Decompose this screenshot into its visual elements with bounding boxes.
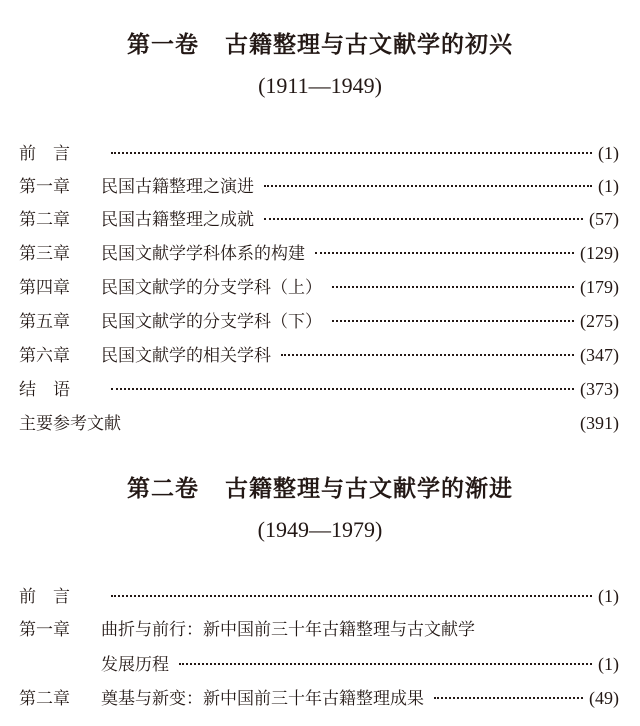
toc-entry-v1-ch4[interactable]: [19, 274, 619, 300]
toc-chapter-label: 前 言: [19, 144, 70, 164]
toc-leader-dots: [332, 286, 574, 288]
toc-entry-v1-conclusion[interactable]: [19, 376, 619, 402]
volume1-title: [0, 30, 640, 60]
toc-entry-v2-ch1-cont[interactable]: [19, 651, 619, 677]
toc-entry-title: 民国文献学的分支学科（上）: [101, 278, 322, 298]
toc-entry-v2-ch2[interactable]: [19, 685, 619, 711]
toc-entry-v1-ch1[interactable]: [19, 173, 619, 199]
toc-entry-title: 民国文献学的分支学科（下）: [101, 312, 322, 332]
toc-page-number: (1): [598, 176, 619, 196]
toc-entry-v1-ch5[interactable]: [19, 308, 619, 334]
toc-entry-title: 民国文献学的相关学科: [101, 346, 271, 366]
toc-chapter-label: 第二章: [19, 210, 70, 230]
toc-entry-v1-ch3[interactable]: [19, 240, 619, 266]
volume1-title-prefix: 第一卷: [127, 31, 199, 58]
toc-chapter-label: 第四章: [19, 278, 70, 298]
toc-page-number: (275): [580, 311, 619, 331]
toc-chapter-label: 主要参考文献: [19, 414, 121, 434]
toc-leader-dots: [315, 252, 574, 254]
volume2-title: [0, 474, 640, 504]
toc-chapter-label: 第二章: [19, 689, 70, 709]
toc-chapter-label: 第三章: [19, 244, 70, 264]
toc-entry-title: 民国古籍整理之演进: [101, 177, 254, 197]
toc-leader-dots: [434, 697, 583, 699]
volume2-title-main: 古籍整理与古文献学的渐进: [225, 475, 513, 502]
toc-page-number: (1): [598, 143, 619, 163]
toc-chapter-label: 结 语: [19, 380, 70, 400]
volume2-title-prefix: 第二卷: [127, 475, 199, 502]
toc-chapter-label: 第六章: [19, 346, 70, 366]
toc-entry-v1-references[interactable]: [19, 410, 619, 436]
toc-page-number: (129): [580, 243, 619, 263]
toc-chapter-label: 第一章: [19, 177, 70, 197]
toc-leader-dots: [264, 218, 583, 220]
toc-leader-dots: [179, 663, 592, 665]
toc-leader-dots: [111, 595, 592, 597]
toc-entry-title: 民国古籍整理之成就: [101, 210, 254, 230]
toc-leader-dots: [281, 354, 574, 356]
toc-page-number: (49): [589, 688, 619, 708]
toc-page-number: (1): [598, 586, 619, 606]
toc-leader-dots: [264, 185, 592, 187]
volume1-title-main: 古籍整理与古文献学的初兴: [225, 31, 513, 58]
toc-leader-dots: [332, 320, 574, 322]
toc-chapter-label: 前 言: [19, 587, 70, 607]
toc-entry-title: 民国文献学学科体系的构建: [101, 244, 305, 264]
toc-chapter-label: 第五章: [19, 312, 70, 332]
toc-entry-v1-ch2[interactable]: [19, 206, 619, 232]
toc-chapter-label: 第一章: [19, 620, 70, 640]
toc-entry-v2-preface[interactable]: [19, 583, 619, 609]
toc-leader-dots: [111, 152, 592, 154]
toc-entry-v2-ch1[interactable]: [19, 617, 619, 643]
toc-entry-title: 曲折与前行：新中国前三十年古籍整理与古文献学: [101, 620, 475, 640]
toc-leader-dots: [111, 388, 574, 390]
toc-entry-title: 奠基与新变：新中国前三十年古籍整理成果: [101, 689, 424, 709]
volume2-years: (1949—1979): [257, 517, 383, 542]
toc-page-number: (373): [580, 379, 619, 399]
toc-page-number: (347): [580, 345, 619, 365]
toc-page-number: (57): [589, 209, 619, 229]
toc-page-number: (1): [598, 654, 619, 674]
volume1-years: (1911—1949): [258, 73, 382, 98]
toc-page-number: (179): [580, 277, 619, 297]
toc-entry-v1-preface[interactable]: [19, 140, 619, 166]
toc-entry-v1-ch6[interactable]: [19, 342, 619, 368]
toc-page-number: (391): [580, 413, 619, 433]
toc-entry-title: 发展历程: [101, 655, 169, 675]
